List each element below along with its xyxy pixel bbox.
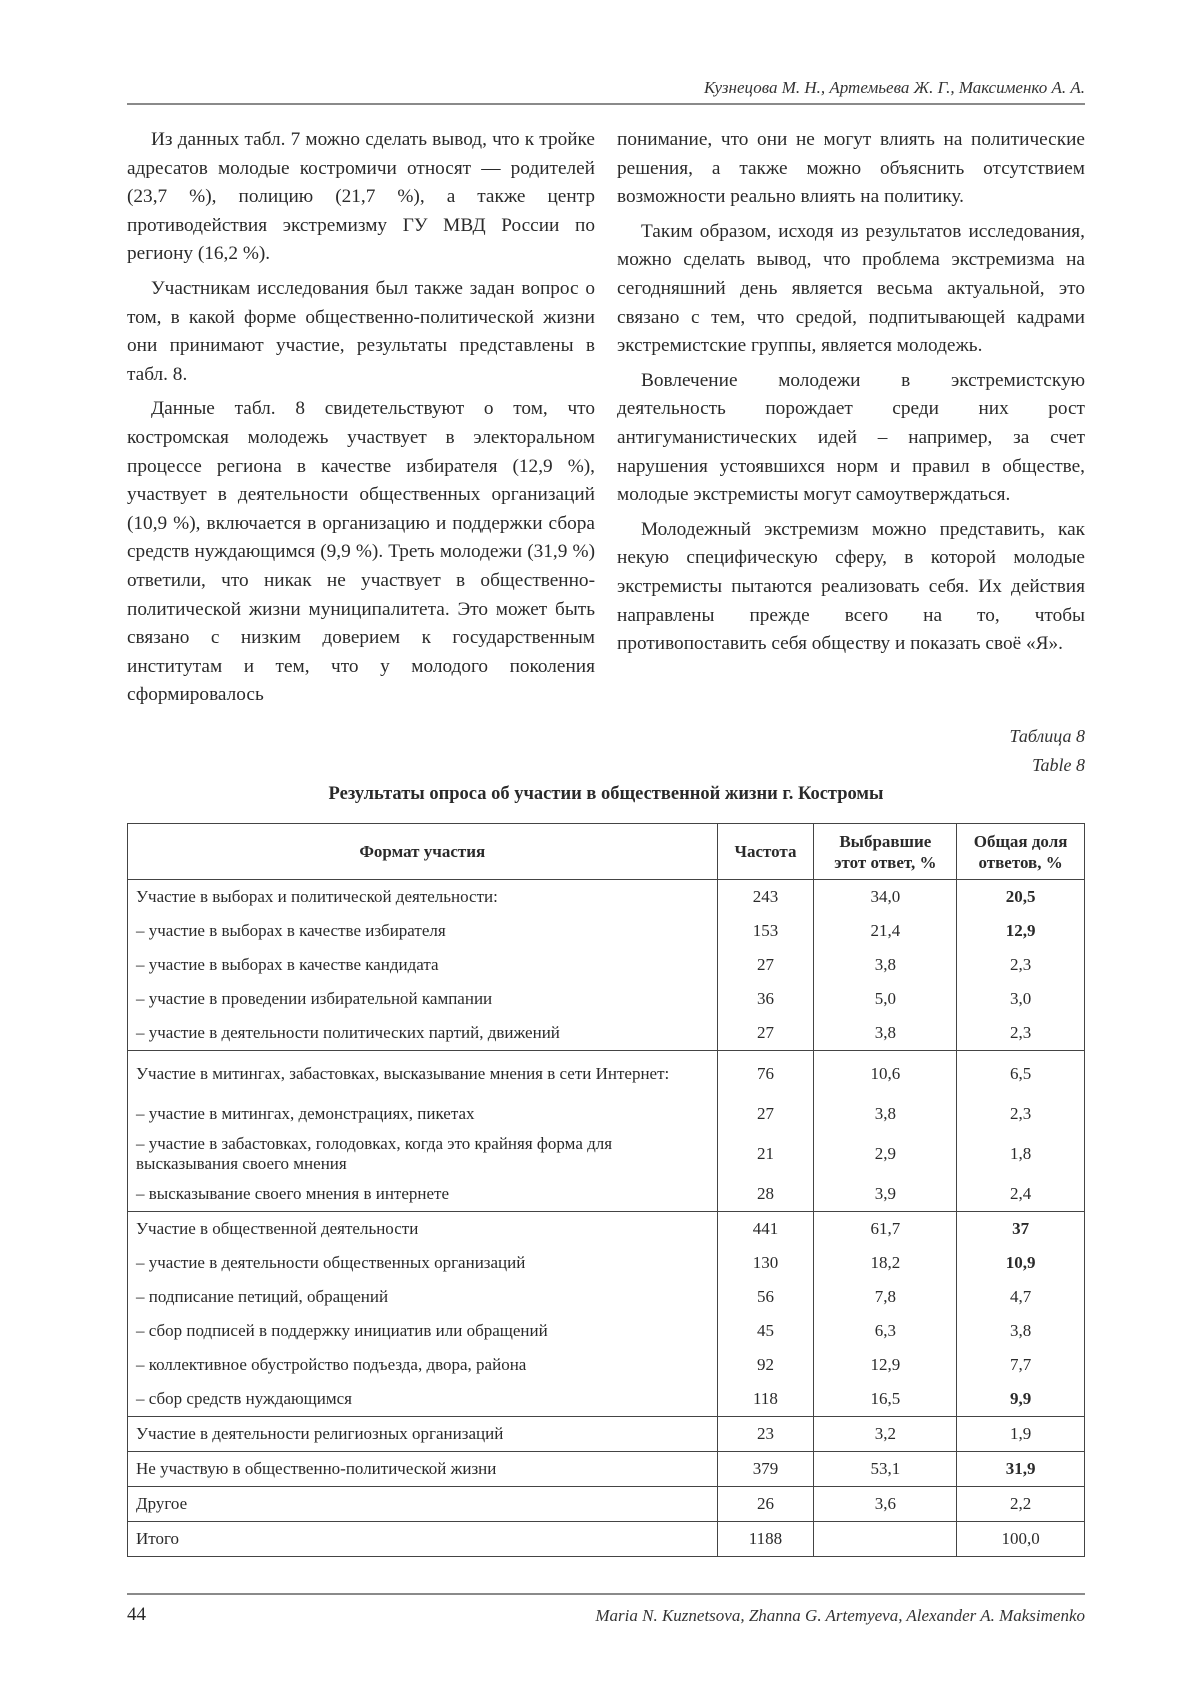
- cell-format: – участие в деятельности общественных организаций: [128, 1246, 718, 1280]
- table-row: [128, 1131, 1085, 1177]
- cell-format: – участие в проведении избирательной кампании: [128, 982, 718, 1016]
- cell-share-percent: 9,9: [957, 1382, 1085, 1417]
- cell-format: – сбор подписей в поддержку инициатив или обращений: [128, 1314, 718, 1348]
- cell-share-percent: 100,0: [957, 1522, 1085, 1557]
- cell-chose-percent: 3,8: [814, 948, 957, 982]
- cell-chose-percent: 3,2: [814, 1417, 957, 1452]
- cell-chose-percent: 3,6: [814, 1487, 957, 1522]
- paragraph: Таким образом, исходя из результатов исследования, можно сделать вывод, что проблема экстремизма на сегодняшний день является весьма актуальной, это связано с тем, что средой, подпитывающей кадрами экстремистские группы, является молодежь.: [617, 220, 1085, 357]
- cell-share-percent: 1,8: [957, 1131, 1085, 1177]
- table-label-en: Table 8: [1032, 755, 1085, 775]
- table-row: [128, 982, 1085, 1016]
- cell-format: – участие в выборах в качестве кандидата: [128, 948, 718, 982]
- column-header-format: Формат участия: [128, 824, 718, 880]
- table-row: [128, 1314, 1085, 1348]
- cell-share-percent: 31,9: [957, 1452, 1085, 1487]
- cell-frequency: 36: [717, 982, 814, 1016]
- footer-authors: Maria N. Kuznetsova, Zhanna G. Artemyeva, Alexander A. Maksimenko: [595, 1606, 1085, 1625]
- column-header-frequency: Частота: [717, 824, 814, 880]
- cell-chose-percent: 12,9: [814, 1348, 957, 1382]
- cell-frequency: 1188: [717, 1522, 814, 1557]
- paragraph: понимание, что они не могут влиять на политические решения, а также можно объяснить отсутствием возможности реально влиять на политику.: [617, 129, 1085, 208]
- cell-format: Участие в деятельности религиозных организаций: [128, 1417, 718, 1452]
- cell-share-percent: 12,9: [957, 914, 1085, 948]
- cell-chose-percent: 34,0: [814, 880, 957, 915]
- cell-format: Участие в выборах и политической деятельности:: [128, 880, 718, 915]
- cell-format: – участие в деятельности политических партий, движений: [128, 1016, 718, 1051]
- cell-chose-percent: [814, 1522, 957, 1557]
- running-head: Кузнецова М. Н., Артемьева Ж. Г., Максименко А. А.: [704, 78, 1085, 97]
- cell-share-percent: 3,0: [957, 982, 1085, 1016]
- table-row: [128, 1452, 1085, 1487]
- cell-format: Участие в митингах, забастовках, высказывание мнения в сети Интернет:: [128, 1051, 718, 1098]
- header-rule: [127, 103, 1085, 105]
- cell-frequency: 243: [717, 880, 814, 915]
- cell-chose-percent: 21,4: [814, 914, 957, 948]
- page-number: 44: [127, 1604, 146, 1625]
- cell-format: – высказывание своего мнения в интернете: [128, 1177, 718, 1212]
- left-column: [127, 126, 595, 716]
- cell-share-percent: 2,2: [957, 1487, 1085, 1522]
- cell-format: Другое: [128, 1487, 718, 1522]
- paragraph: Из данных табл. 7 можно сделать вывод, что к тройке адресатов молодые костромичи относят — родителей (23,7 %), полицию (21,7 %), а также центр противодействия экстремизму ГУ МВД России по региону (16,2 %).: [127, 129, 595, 265]
- footer-rule: [127, 1593, 1085, 1595]
- cell-share-percent: 20,5: [957, 880, 1085, 915]
- cell-chose-percent: 3,8: [814, 1097, 957, 1131]
- cell-share-percent: 2,3: [957, 948, 1085, 982]
- cell-share-percent: 2,3: [957, 1016, 1085, 1051]
- table-row: [128, 880, 1085, 915]
- cell-chose-percent: 61,7: [814, 1212, 957, 1247]
- cell-chose-percent: 2,9: [814, 1131, 957, 1177]
- cell-share-percent: 2,3: [957, 1097, 1085, 1131]
- cell-format: – коллективное обустройство подъезда, двора, района: [128, 1348, 718, 1382]
- paragraph: Молодежный экстремизм можно представить, как некую специфическую сферу, в которой молодые экстремисты пытаются реализовать себя. Их действия направлены прежде всего на то, чтобы противопоставить себя обществу и показать своё «Я».: [617, 518, 1085, 655]
- table-row: [128, 1246, 1085, 1280]
- table-row: [128, 1280, 1085, 1314]
- cell-share-percent: 3,8: [957, 1314, 1085, 1348]
- cell-format: – подписание петиций, обращений: [128, 1280, 718, 1314]
- table-row: [128, 1212, 1085, 1247]
- cell-frequency: 118: [717, 1382, 814, 1417]
- table-row: [128, 1348, 1085, 1382]
- cell-format: Итого: [128, 1522, 718, 1557]
- cell-chose-percent: 18,2: [814, 1246, 957, 1280]
- paragraph: Данные табл. 8 свидетельствуют о том, что костромская молодежь участвует в электоральном процессе региона в качестве избирателя (12,9 %), участвует в деятельности общественных организаций (10,9 %), включается в организацию и поддержки сбора средств нуждающимся (9,9 %). Треть молодежи (31,9 %) ответили, что никак не участвует в общественно-политической жизни муниципалитета. Это может быть связано с низким доверием к государственным институтам и тем, что у молодого поколения сформировалось: [127, 398, 595, 706]
- cell-frequency: 92: [717, 1348, 814, 1382]
- cell-chose-percent: 3,9: [814, 1177, 957, 1212]
- table-row: [128, 1382, 1085, 1417]
- cell-frequency: 23: [717, 1417, 814, 1452]
- cell-format: – участие в забастовках, голодовках, когда это крайняя форма для высказывания своего мнения: [128, 1131, 718, 1177]
- table-row: [128, 1522, 1085, 1557]
- cell-frequency: 379: [717, 1452, 814, 1487]
- cell-frequency: 27: [717, 1016, 814, 1051]
- cell-format: Участие в общественной деятельности: [128, 1212, 718, 1247]
- cell-chose-percent: 16,5: [814, 1382, 957, 1417]
- table-row: [128, 948, 1085, 982]
- right-column: [617, 126, 1085, 665]
- table-row: [128, 1016, 1085, 1051]
- cell-share-percent: 10,9: [957, 1246, 1085, 1280]
- cell-chose-percent: 5,0: [814, 982, 957, 1016]
- cell-frequency: 76: [717, 1051, 814, 1098]
- cell-chose-percent: 10,6: [814, 1051, 957, 1098]
- cell-chose-percent: 6,3: [814, 1314, 957, 1348]
- table-title: Результаты опроса об участии в общественной жизни г. Костромы: [328, 784, 884, 804]
- results-table: [127, 823, 1085, 1557]
- cell-frequency: 27: [717, 1097, 814, 1131]
- cell-frequency: 28: [717, 1177, 814, 1212]
- cell-chose-percent: 7,8: [814, 1280, 957, 1314]
- table-row: [128, 1097, 1085, 1131]
- table-row: [128, 914, 1085, 948]
- table-label-ru: Таблица 8: [1009, 726, 1085, 746]
- cell-frequency: 441: [717, 1212, 814, 1247]
- table-row: [128, 1051, 1085, 1098]
- cell-frequency: 27: [717, 948, 814, 982]
- cell-chose-percent: 3,8: [814, 1016, 957, 1051]
- cell-frequency: 45: [717, 1314, 814, 1348]
- cell-frequency: 56: [717, 1280, 814, 1314]
- cell-format: – участие в митингах, демонстрациях, пикетах: [128, 1097, 718, 1131]
- cell-share-percent: 6,5: [957, 1051, 1085, 1098]
- cell-share-percent: 37: [957, 1212, 1085, 1247]
- cell-share-percent: 1,9: [957, 1417, 1085, 1452]
- cell-frequency: 21: [717, 1131, 814, 1177]
- cell-frequency: 26: [717, 1487, 814, 1522]
- table-row: [128, 1417, 1085, 1452]
- cell-share-percent: 7,7: [957, 1348, 1085, 1382]
- cell-format: Не участвую в общественно-политической жизни: [128, 1452, 718, 1487]
- paragraph: Участникам исследования был также задан вопрос о том, в какой форме общественно-политической жизни они принимают участие, результаты представлены в табл. 8.: [127, 277, 595, 385]
- table-row: [128, 1487, 1085, 1522]
- cell-frequency: 153: [717, 914, 814, 948]
- cell-chose-percent: 53,1: [814, 1452, 957, 1487]
- paragraph: Вовлечение молодежи в экстремистскую деятельность порождает среди них рост антигуманистических идей – например, за счет нарушения устоявшихся норм и правил в обществе, молодые экстремисты могут самоутверждаться.: [617, 369, 1085, 506]
- cell-format: – сбор средств нуждающимся: [128, 1382, 718, 1417]
- table-row: [128, 1177, 1085, 1212]
- cell-format: – участие в выборах в качестве избирателя: [128, 914, 718, 948]
- cell-frequency: 130: [717, 1246, 814, 1280]
- table-body: [128, 880, 1085, 1557]
- column-header-chose-percent: Выбравшие этот ответ, %: [814, 824, 957, 880]
- cell-share-percent: 4,7: [957, 1280, 1085, 1314]
- table-header-row: [128, 824, 1085, 880]
- cell-share-percent: 2,4: [957, 1177, 1085, 1212]
- column-header-share-percent: Общая доля ответов, %: [957, 824, 1085, 880]
